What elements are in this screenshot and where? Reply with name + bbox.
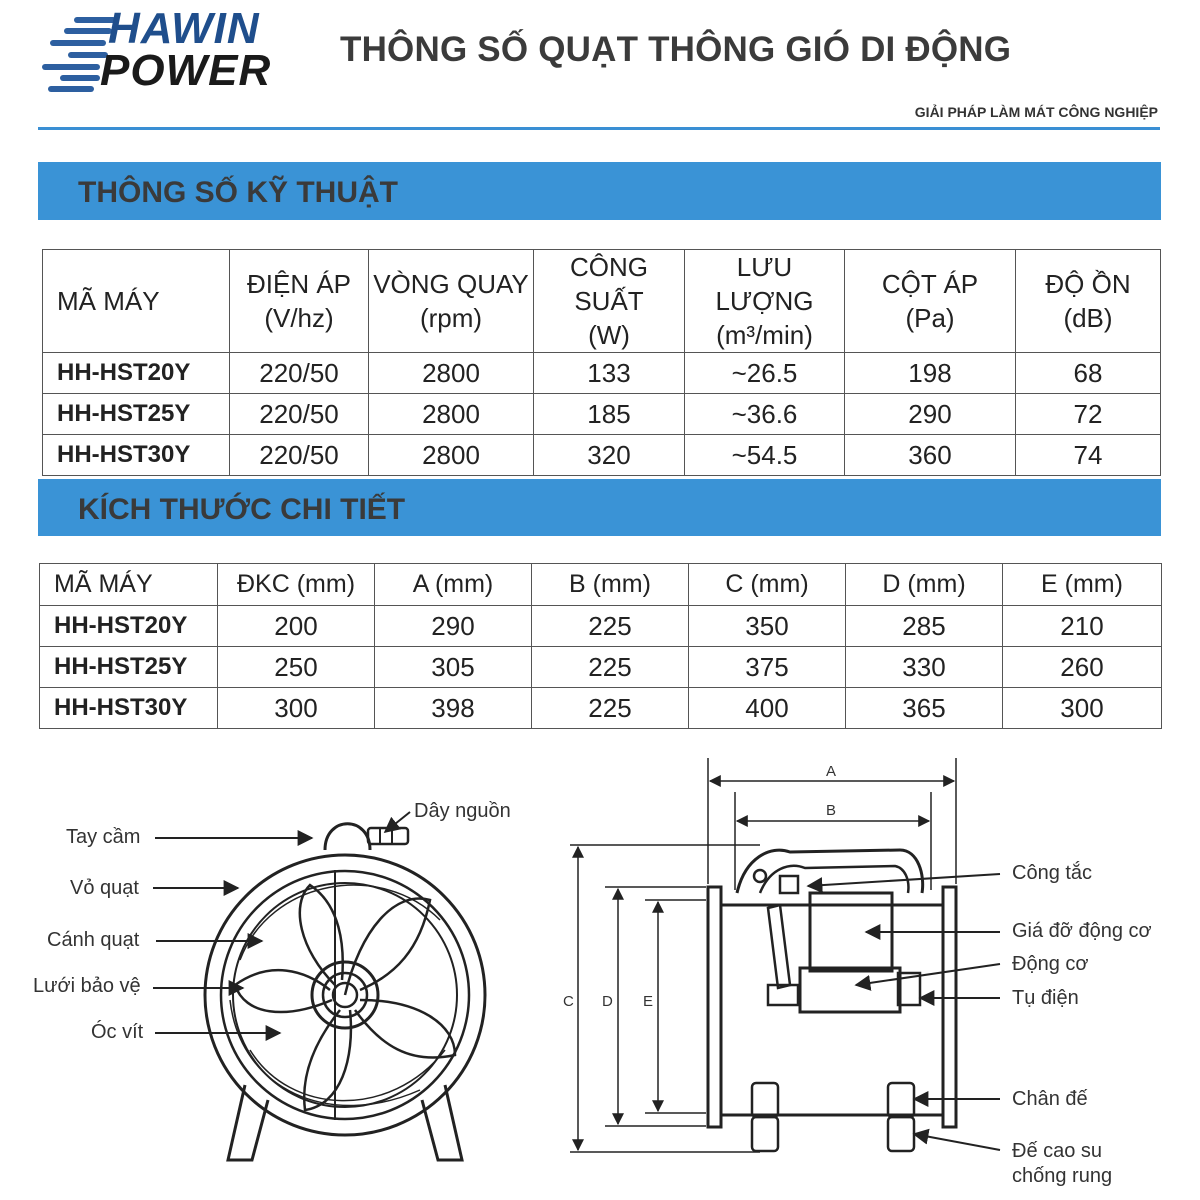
brand-top-text: HAWIN <box>108 4 260 53</box>
handle-shape <box>325 824 370 850</box>
table-cell: 375 <box>689 647 846 688</box>
label-blade: Cánh quạt <box>47 929 140 951</box>
dim-header-cell: MÃ MÁY <box>40 564 218 606</box>
table-cell: 220/50 <box>230 394 369 435</box>
label-motor-bracket: Giá đỡ động cơ <box>1012 920 1152 942</box>
label-base: Chân đế <box>1012 1088 1088 1110</box>
table-cell: ~26.5 <box>685 353 845 394</box>
dim-header-cell: E (mm) <box>1003 564 1162 606</box>
label-guard: Lưới bảo vệ <box>33 975 141 997</box>
table-cell: 225 <box>532 688 689 729</box>
table-cell: 72 <box>1016 394 1161 435</box>
table-cell: 290 <box>845 394 1016 435</box>
table-cell: 198 <box>845 353 1016 394</box>
spec-header-cell: CỘT ÁP (Pa) <box>845 250 1016 353</box>
dim-header-cell: D (mm) <box>846 564 1003 606</box>
label-switch: Công tắc <box>1012 862 1093 884</box>
dim-label-d: D <box>602 993 613 1010</box>
table-cell: ~36.6 <box>685 394 845 435</box>
page-title: THÔNG SỐ QUẠT THÔNG GIÓ DI ĐỘNG <box>340 30 1012 69</box>
table-cell: 398 <box>375 688 532 729</box>
model-cell: HH-HST30Y <box>43 435 230 476</box>
label-capacitor: Tụ điện <box>1012 987 1079 1009</box>
table-cell: 250 <box>218 647 375 688</box>
table-cell: 225 <box>532 606 689 647</box>
dim-header-cell: B (mm) <box>532 564 689 606</box>
table-cell: ~54.5 <box>685 435 845 476</box>
spec-header-cell: CÔNG SUẤT (W) <box>534 250 685 353</box>
table-cell: 220/50 <box>230 435 369 476</box>
table-cell: 365 <box>846 688 1003 729</box>
table-cell: 68 <box>1016 353 1161 394</box>
label-handle: Tay cầm <box>66 826 141 848</box>
dim-header-cell: A (mm) <box>375 564 532 606</box>
label-rubber-pad-line2: chống rung <box>1012 1165 1113 1187</box>
table-cell: 220/50 <box>230 353 369 394</box>
table-cell: 360 <box>845 435 1016 476</box>
label-rubber-pad: Đế cao su <box>1012 1140 1103 1162</box>
model-cell: HH-HST20Y <box>40 606 218 647</box>
table-cell: 285 <box>846 606 1003 647</box>
spec-header-cell: ĐIỆN ÁP (V/hz) <box>230 250 369 353</box>
dimension-lines <box>570 758 956 1152</box>
table-cell: 210 <box>1003 606 1162 647</box>
table-cell: 2800 <box>369 435 534 476</box>
spec-header-cell: MÃ MÁY <box>43 250 230 353</box>
table-cell: 330 <box>846 647 1003 688</box>
table-cell: 320 <box>534 435 685 476</box>
spec-header-cell: ĐỘ ỒN (dB) <box>1016 250 1161 353</box>
spec-header-cell: LƯU LƯỢNG (m³/min) <box>685 250 845 353</box>
table-cell: 200 <box>218 606 375 647</box>
brand-bottom-text: POWER <box>100 46 272 95</box>
dim-label-e: E <box>643 993 654 1010</box>
table-cell: 185 <box>534 394 685 435</box>
side-view-drawing <box>708 850 956 1151</box>
dim-header-cell: ĐKC (mm) <box>218 564 375 606</box>
table-cell: 2800 <box>369 394 534 435</box>
table-cell: 300 <box>218 688 375 729</box>
table-cell: 290 <box>375 606 532 647</box>
model-cell: HH-HST25Y <box>43 394 230 435</box>
model-cell: HH-HST20Y <box>43 353 230 394</box>
table-cell: 225 <box>532 647 689 688</box>
spec-section-title: THÔNG SỐ KỸ THUẬT <box>78 176 398 209</box>
dim-section-title: KÍCH THƯỚC CHI TIẾT <box>78 493 406 526</box>
label-motor: Động cơ <box>1012 953 1089 975</box>
page-subtitle: GIẢI PHÁP LÀM MÁT CÔNG NGHIỆP <box>914 104 1158 120</box>
front-view-drawing <box>205 824 485 1160</box>
table-cell: 74 <box>1016 435 1161 476</box>
dim-label-b: B <box>826 802 837 819</box>
table-cell: 400 <box>689 688 846 729</box>
table-cell: 305 <box>375 647 532 688</box>
label-screw: Óc vít <box>91 1021 144 1043</box>
dim-label-c: C <box>563 993 574 1010</box>
spec-header-cell: VÒNG QUAY (rpm) <box>369 250 534 353</box>
table-cell: 133 <box>534 353 685 394</box>
dim-header-cell: C (mm) <box>689 564 846 606</box>
model-cell: HH-HST25Y <box>40 647 218 688</box>
table-cell: 350 <box>689 606 846 647</box>
model-cell: HH-HST30Y <box>40 688 218 729</box>
label-housing: Vỏ quạt <box>70 877 139 899</box>
table-cell: 2800 <box>369 353 534 394</box>
table-cell: 300 <box>1003 688 1162 729</box>
table-cell: 260 <box>1003 647 1162 688</box>
label-power-cord: Dây nguồn <box>414 800 511 822</box>
dim-label-a: A <box>826 763 837 780</box>
